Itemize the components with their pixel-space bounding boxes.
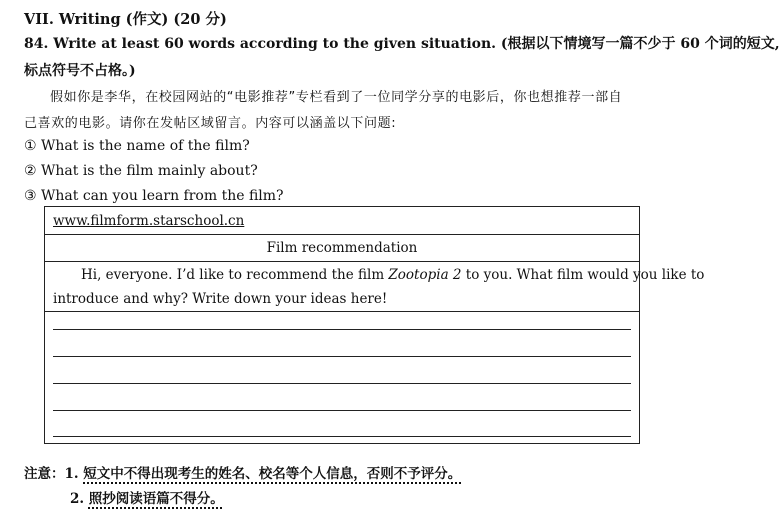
situation-line-2: 己喜欢的电影。请你在发帖区域留言。内容可以涵盖以下问题: — [24, 116, 397, 131]
prompt-3: ③ What can you learn from the film? — [24, 188, 284, 204]
note-label: 注意： — [24, 466, 65, 482]
answer-box — [44, 206, 705, 444]
note-2: 2. 照抄阅读语篇不得分。 — [70, 491, 224, 507]
writing-line[interactable] — [53, 436, 631, 437]
film-title: Zootopia 2 — [388, 267, 462, 283]
url-row — [45, 207, 639, 235]
prompt-2: ② What is the film mainly about? — [24, 163, 258, 179]
message-line-2: introduce and why? Write down your ideas here! — [53, 291, 388, 307]
note-1: 注意：1. 短文中不得出现考生的姓名、校名等个人信息，否则不予评分。 — [24, 466, 462, 482]
site-url: www.filmform.starschool.cn — [53, 213, 245, 229]
message-row — [45, 262, 705, 312]
question-line-2: 标点符号不占格。) — [24, 63, 136, 79]
prompt-1: ① What is the name of the film? — [24, 138, 250, 154]
writing-line[interactable] — [53, 383, 631, 384]
message-line-1: Hi, everyone. I’d like to recommend the film Zootopia 2 to you. What film would you like to — [81, 267, 705, 283]
question-line-1: 84. Write at least 60 words according to the given situation. (根据以下情境写一篇不少于 60 个词的短文, — [24, 36, 780, 52]
section-title: VII. Writing (作文) (20 分) — [24, 11, 227, 28]
writing-line[interactable] — [53, 410, 631, 411]
writing-line[interactable] — [53, 356, 631, 357]
heading-row — [45, 235, 639, 262]
note-2-text: 照抄阅读语篇不得分。 — [88, 491, 224, 507]
note-1-text: 短文中不得出现考生的姓名、校名等个人信息，否则不予评分。 — [83, 466, 462, 482]
post-heading: Film recommendation — [266, 240, 418, 256]
situation-line-1: 假如你是李华，在校园网站的“电影推荐”专栏看到了一位同学分享的电影后，你也想推荐一部自 — [50, 90, 623, 105]
writing-line[interactable] — [53, 329, 631, 330]
